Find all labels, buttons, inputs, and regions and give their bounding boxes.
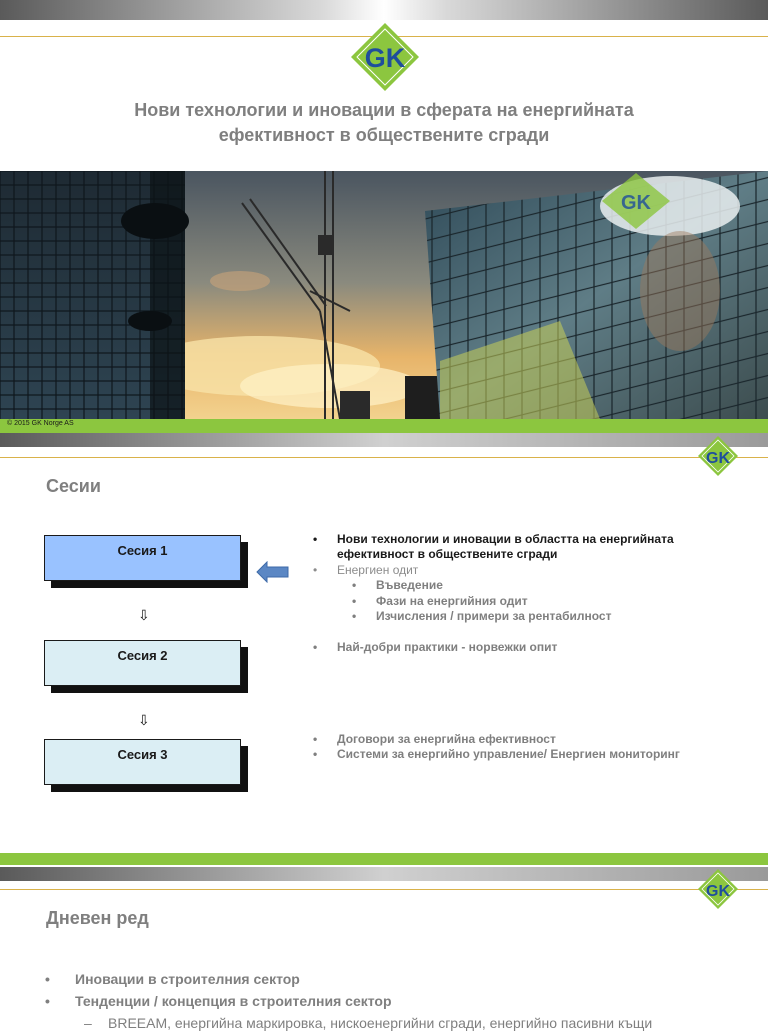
slide-title: [40, 98, 728, 148]
title-line-1: Нови технологии и иновации в сферата на енергийната: [134, 100, 634, 120]
logo-text: GK: [706, 450, 730, 467]
gk-logo-icon: [350, 22, 420, 92]
bullet-item: • Договори за енергийна ефективност: [313, 732, 556, 746]
sub-bullet-item: • Въведение: [352, 578, 443, 592]
bullet-item: • Нови технологии и иновации в областта на енергийната ефективност в обществените сгради: [313, 532, 674, 561]
session-label: Сесия 1: [117, 543, 168, 558]
gk-logo-icon: [697, 868, 739, 910]
top-gradient-band: [0, 867, 768, 881]
agenda-item: • Иновации в строителния сектор: [45, 971, 300, 987]
agenda-slide: [0, 853, 768, 1031]
sub-bullet-item: • Фази на енергийния одит: [352, 594, 528, 608]
agenda-item: • Тенденции / концепция в строителния сектор: [45, 993, 392, 1009]
green-band: [0, 853, 768, 865]
bullet-item: • Системи за енергийно управление/ Енергиен мониторинг: [313, 747, 680, 761]
gk-logo-icon: [697, 435, 739, 477]
session-3-box: [44, 739, 241, 785]
left-arrow-icon: [256, 561, 289, 583]
session-label: Сесия 2: [117, 648, 168, 663]
top-gradient-band: [0, 433, 768, 447]
copyright-text: © 2015 GK Norge AS: [7, 420, 74, 427]
title-slide: [0, 0, 768, 433]
slide-heading: Сесии: [46, 476, 101, 496]
session-label: Сесия 3: [117, 747, 168, 762]
down-arrow-icon: ⇩: [138, 607, 150, 623]
top-gradient-band: [0, 0, 768, 20]
logo-text: GK: [364, 43, 406, 73]
title-line-2: ефективност в обществените сгради: [218, 125, 550, 145]
session-1-box: [44, 535, 241, 581]
agenda-sub-item: – BREEAM, енергийна маркировка, нискоенергийни сгради, енергийно пасивни къщи: [84, 1015, 653, 1031]
svg-text:GK: GK: [621, 192, 651, 214]
bullet-item: • Енергиен одит: [313, 563, 419, 577]
gold-rule: [0, 457, 768, 458]
hero-photo: [0, 171, 768, 419]
logo-text: GK: [706, 883, 730, 900]
sessions-slide: [0, 433, 768, 853]
sub-bullet-item: • Изчисления / примери за рентабилност: [352, 609, 612, 623]
bullet-item: • Най-добри практики - норвежки опит: [313, 640, 558, 654]
copyright-bar: [0, 419, 768, 433]
down-arrow-icon: ⇩: [138, 712, 150, 728]
session-2-box: [44, 640, 241, 686]
gold-rule: [0, 889, 768, 890]
slide-heading: Дневен ред: [46, 908, 149, 928]
